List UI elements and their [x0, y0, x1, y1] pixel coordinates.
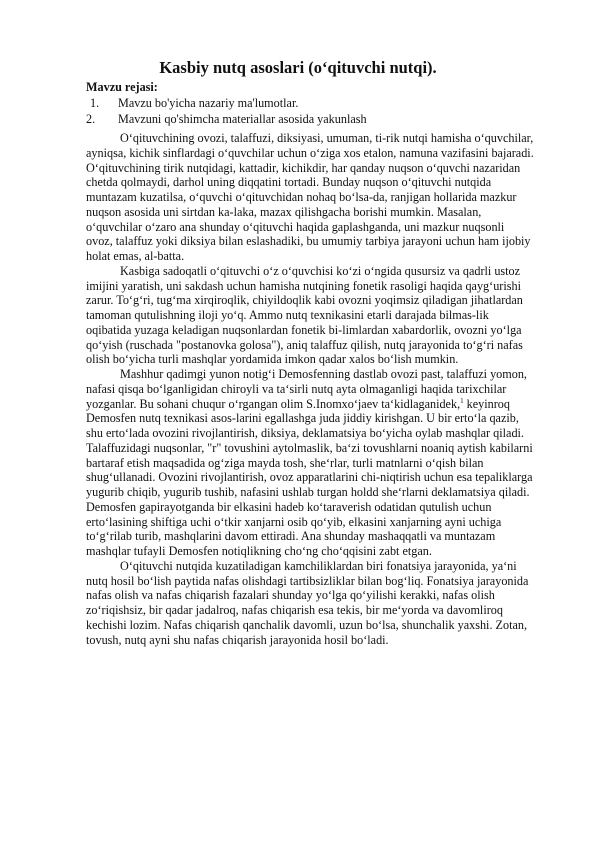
plan-item-text: Mavzuni qo'shimcha materiallar asosida yakunlash: [118, 112, 367, 126]
plan-item-text: Mavzu bo'yicha nazariy ma'lumotlar.: [118, 96, 299, 110]
paragraph: O‘qituvchi nutqida kuzatiladigan kamchiliklardan biri fonatsiya jarayonida, ya‘ni nutq hosil bo‘lish paytida nafas olishdagi tartibsizliklar bilan bog‘liq. Fonatsiya jarayonida nafas olish va nafas chiqarish fazalari shunday yo‘lga qo‘yilishi kerakki, nafas olish zo‘riqishsiz, bir qadar jadalroq, nafas chiqarish esa tekis, bir me‘yorda va davomliroq kechishi lozim. Nafas chiqarish qanchalik davomli, uzun bo‘lsa, shunchalik yaxshi. Zotan, tovush, nutq ayni shu nafas chiqarish jarayonida hosil bo‘ladi.: [86, 558, 529, 647]
document-title: Kasbiy nutq asoslari (o‘qituvchi nutqi).: [159, 58, 437, 77]
footnote-marker: 1: [460, 396, 464, 405]
paragraph-text: keyinroq Demosfen nutq texnikasi asos-larini egallashga juda jiddiy kirishgan. U bir erto‘la qazib, shu erto‘lada ovozini rivojlantirish, diksiya, deklamatsiya bo‘yicha oylab mashqlar qiladi. Talaffuzidagi nuqsonlar, "r" tovushini aytolmaslik, ba‘zi tovushlarni noaniq aytish kabilarni bartaraf etish maqsadida og‘ziga mayda tosh, she‘rlar, turli matnlarni o‘qish bilan shug‘ullanadi. Ovozini rivojlantirish, ovoz apparatlarini chi-niqtirish uchun esa tepaliklarga yugurib chiqib, yugurib tushib, nafasini ushlab turgan holdd she‘rlarni deklamatsiya qiladi. Demosfen gapirayotganda bir elkasini hadeb ko‘taraverish odatidan qutulish uchun erto‘lasining shiftiga uchi o‘tkir xanjarni osib qo‘yib, elkasini xanjarning ayni uchiga to‘g‘rilab turib, mashqlarini davom ettiradi. Ana shunday mashaqqatli va muntazam mashqlar tufayli Demosfen notiqlikning cho‘ng cho‘qqisini zabt etgan.: [86, 396, 533, 558]
document-body: [86, 131, 534, 647]
plan-item-number: 1.: [90, 96, 100, 110]
paragraph-text: Kasbiga sadoqatli o‘qituvchi o‘z o‘quvchisi ko‘zi o‘ngida qusursiz va qadrli ustoz imijini yaratish, uni sakdash uchun hamisha nutqining fonetik rasoligi haqida qayg‘urishi zarur. To‘g‘ri, tug‘ma xirqiroqlik, chiyildoqlik kabi ovozni yoqimsiz qiladigan jihatlardan tamoman qutulishning iloji yo‘q. Ammo nutq texnikasini etarli darajada bilmas-lik oqibatida yuzaga keladigan nuqsonlardan fonetik bi-limlardan xabardorlik, ovozni yo‘lga qo‘yish (ruschada "postanovka golosa"), aniq talaffuz qilish, nutq jarayonida to‘g‘ri nafas olish bo‘yicha turli mashqlar yordamida imkon qadar xalos bo‘lish mumkin.: [86, 263, 523, 367]
paragraph-text: Mashhur qadimgi yunon notig‘i Demosfenning dastlab ovozi past, talaffuzi yomon, nafasi qisqa bo‘lganligidan chiroyli va ta‘sirli nutq ayta olmaganligi haqida tarixchilar yozganlar. Bu sohani chuqur o‘rgangan olim S.Inomxo‘jaev ta‘kidlaganidek,: [86, 367, 527, 411]
paragraph: [86, 264, 534, 367]
plan-item-number: 2.: [86, 112, 96, 126]
paragraph: O‘qituvchining ovozi, talaffuzi, diksiyasi, umuman, ti-rik nutqi hamisha o‘quvchilar, ayniqsa, kichik sinflardagi o‘quvchilar uchun o‘ziga xos etalon, namuna vazifasini bajaradi. O‘qituvchining tirik nutqidagi, kattadir, kichikdir, har qanday nuqson o‘quvchi nazaridan chetda qolmaydi, darhol uning diqqatini tortadi. Bunday nuqson o‘qituvchi nutqida muntazam kuzatilsa, o‘quvchi o‘qituvchidan nohaq bo‘lsa-da, ranjigan hollarida mazkur nuqson asosida uni sirtdan ka-laka, mazax qilishgacha borishi mumkin. Masalan, o‘quvchilar o‘zaro ana shunday o‘qituvchi haqida gaplashganda, uni mazkur nuqsonli ovoz, talaffuz yoki diksiya bilan eslashadiki, bu umumiy tarbiya jarayoni uchun ham ijobiy holat emas, al-batta.: [86, 131, 534, 263]
paragraph: [86, 367, 534, 559]
plan-heading: Mavzu rejasi:: [86, 80, 158, 94]
